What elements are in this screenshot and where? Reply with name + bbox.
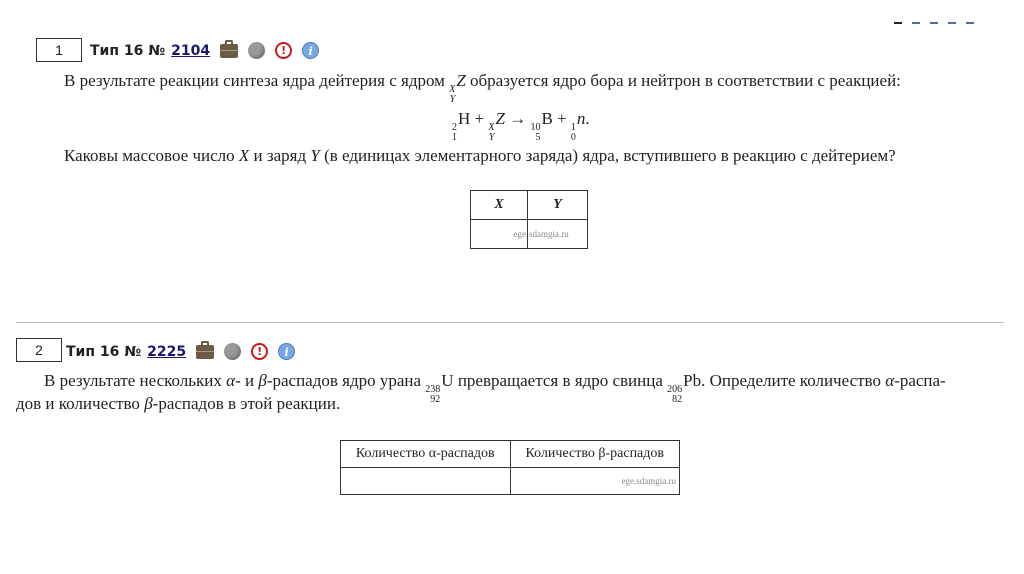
status-circle-icon[interactable]: [248, 42, 265, 59]
report-error-icon[interactable]: !: [251, 343, 268, 360]
answer-cell-x[interactable]: [471, 220, 528, 249]
answer-cell-beta[interactable]: [510, 468, 680, 495]
answer-cell-alpha[interactable]: [341, 468, 511, 495]
nav-link[interactable]: [912, 22, 920, 24]
nav-dash[interactable]: [894, 22, 902, 24]
column-header-beta: Количество β-распадов: [510, 441, 680, 468]
status-circle-icon[interactable]: [224, 343, 241, 360]
question-text: В результате реакции синтеза ядра дейтерия с ядром X Y Z образуется ядро бора и нейтрон в соответствии с реакцией:: [64, 71, 901, 105]
nav-link[interactable]: [930, 22, 938, 24]
page-navigation[interactable]: [894, 14, 974, 24]
watermark: sdamgia.ru: [529, 229, 569, 239]
watermark: ege: [513, 229, 527, 239]
question-text-line-2: дов и количество β-распадов в этой реакции.: [16, 394, 341, 413]
nav-link[interactable]: [948, 22, 956, 24]
answer-table: [470, 190, 588, 249]
task-id-link[interactable]: 2225: [147, 343, 187, 360]
reaction-equation: 2 1 H + X Y Z → 10 5 B + 1 0 n.: [452, 109, 590, 143]
question-number: 2: [16, 338, 62, 362]
question-number: 1: [36, 38, 82, 62]
column-header-x: X: [471, 191, 528, 220]
question-header: [90, 42, 319, 59]
column-header-alpha: Количество α-распадов: [341, 441, 511, 468]
watermark: ege.sdamgia.ru: [621, 476, 676, 486]
info-icon[interactable]: i: [278, 343, 295, 360]
task-type-label: Тип 16 №: [66, 343, 142, 360]
report-error-icon[interactable]: !: [275, 42, 292, 59]
task-id-link[interactable]: 2104: [171, 42, 211, 59]
question-text-line-1: В результате нескольких α- и β-распадов ядро урана 238 92 U превращается в ядро свинца 206 82 Pb. Определите количество α-распа-: [44, 371, 946, 405]
answer-cell-y[interactable]: [528, 220, 588, 249]
briefcase-icon[interactable]: [220, 44, 238, 58]
section-divider: [16, 322, 1004, 323]
answer-table: [340, 440, 680, 495]
question-prompt: Каковы массовое число X и заряд Y (в единицах элементарного заряда) ядра, вступившего в реакцию с дейтерием?: [64, 146, 896, 165]
column-header-y: Y: [528, 191, 588, 220]
nav-link[interactable]: [966, 22, 974, 24]
task-type-label: Тип 16 №: [90, 42, 166, 59]
briefcase-icon[interactable]: [196, 345, 214, 359]
info-icon[interactable]: i: [302, 42, 319, 59]
question-header: [66, 343, 295, 360]
